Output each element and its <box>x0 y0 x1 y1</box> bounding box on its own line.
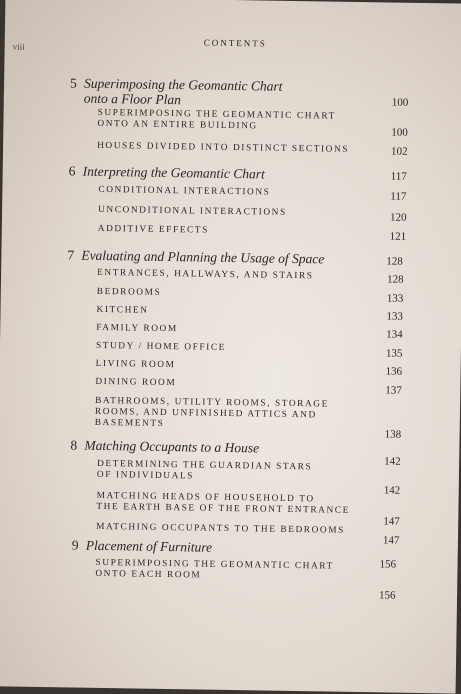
title-line: MATCHING HEADS OF HOUSEHOLD TO <box>96 490 315 505</box>
title-line: ONTO AN ENTIRE BUILDING <box>97 118 258 132</box>
title-line: BEDROOMS <box>96 286 162 298</box>
page-number: 142 <box>383 484 401 497</box>
page-number: 100 <box>391 126 408 139</box>
section-title <box>98 205 287 219</box>
page-number: 133 <box>386 292 404 305</box>
section-title <box>95 558 334 584</box>
title-line: ENTRANCES, HALLWAYS, AND STAIRS <box>97 267 314 282</box>
page-number: 137 <box>385 384 402 397</box>
page-number: 102 <box>390 145 408 158</box>
page-number: 147 <box>383 515 400 528</box>
chapter-title <box>70 75 283 108</box>
title-line: Superimposing the Geomantic Chart <box>83 75 283 94</box>
title-line: OF INDIVIDUALS <box>96 469 195 482</box>
page-number: 121 <box>389 230 407 243</box>
section-title <box>96 359 176 371</box>
section-title <box>96 323 178 335</box>
title-line: STUDY / HOME OFFICE <box>95 340 227 353</box>
section-title <box>98 224 209 237</box>
title-line: ONTO EACH ROOM <box>95 568 202 581</box>
page-number: 134 <box>386 328 403 341</box>
section-title <box>97 108 336 134</box>
page-number: 136 <box>385 365 403 378</box>
page-number: 156 <box>379 558 397 571</box>
title-line: SUPERIMPOSING THE GEOMANTIC CHART <box>97 107 336 122</box>
title-line: CONDITIONAL INTERACTIONS <box>98 184 271 198</box>
section-title <box>96 491 350 517</box>
chapter-number: 9 <box>71 537 79 553</box>
title-line: onto a Floor Plan <box>83 90 182 108</box>
chapter-title <box>69 163 265 181</box>
page-number: 135 <box>385 347 403 360</box>
page-number: 142 <box>384 455 401 468</box>
title-line: DINING ROOM <box>95 376 177 389</box>
page-number: 147 <box>382 534 400 547</box>
title-line: Evaluating and Planning the Usage of Space <box>81 247 325 267</box>
running-head: CONTENTS <box>203 37 267 49</box>
page-folio: viii <box>12 41 25 52</box>
title-line: BATHROOMS, UTILITY ROOMS, STORAGE <box>95 395 329 410</box>
chapter-number: 8 <box>70 437 78 453</box>
section-title <box>95 396 329 433</box>
chapter-title <box>72 538 212 555</box>
page-number: 138 <box>384 428 402 441</box>
chapter-number: 5 <box>69 75 77 91</box>
page-number: 100 <box>391 96 409 109</box>
section-title <box>96 305 148 317</box>
title-line: Placement of Furniture <box>85 537 213 555</box>
title-line: ADDITIVE EFFECTS <box>97 223 209 236</box>
page-number: 117 <box>390 190 407 203</box>
title-line: Interpreting the Geomantic Chart <box>82 163 265 182</box>
page-number: 128 <box>386 273 404 286</box>
title-line: HOUSES DIVIDED INTO DISTINCT SECTIONS <box>97 140 350 155</box>
title-line: KITCHEN <box>96 304 149 316</box>
section-title <box>97 268 314 282</box>
page-number: 120 <box>389 211 407 224</box>
title-line: BASEMENTS <box>94 417 165 429</box>
section-title <box>96 341 226 354</box>
page-number: 133 <box>386 310 404 323</box>
chapter-title <box>67 247 324 266</box>
page-number: 117 <box>390 170 407 183</box>
title-line: MATCHING OCCUPANTS TO THE BEDROOMS <box>96 521 345 536</box>
section-title <box>97 459 313 484</box>
chapter-title <box>70 437 259 455</box>
title-line: FAMILY ROOM <box>96 322 178 335</box>
section-title <box>97 141 349 156</box>
title-line: UNCONDITIONAL INTERACTIONS <box>98 204 287 218</box>
section-title <box>97 287 162 299</box>
section-title <box>96 522 345 537</box>
page-number: 156 <box>378 589 396 602</box>
title-line: DETERMINING THE GUARDIAN STARS <box>97 458 313 473</box>
title-line: ROOMS, AND UNFINISHED ATTICS AND <box>94 406 317 421</box>
title-line: Matching Occupants to a House <box>84 437 260 456</box>
page-number: 128 <box>386 255 403 268</box>
section-title <box>98 185 270 199</box>
title-line: LIVING ROOM <box>95 358 176 371</box>
chapter-number: 7 <box>67 247 75 263</box>
title-line: SUPERIMPOSING THE GEOMANTIC CHART <box>95 557 334 572</box>
chapter-number: 6 <box>68 163 76 179</box>
title-line: THE EARTH BASE OF THE FRONT ENTRANCE <box>96 501 350 516</box>
section-title <box>95 377 176 389</box>
